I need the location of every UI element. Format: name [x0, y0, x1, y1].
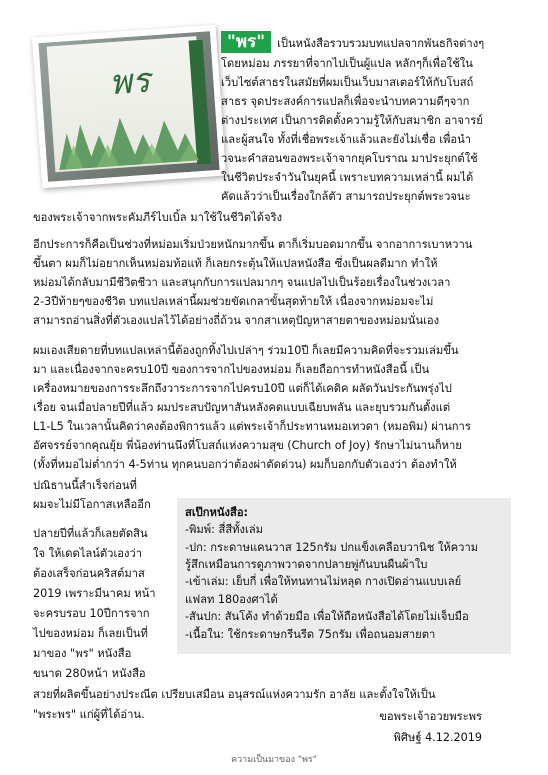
para4-line-7: มาของ "พร" หนังสือ — [33, 647, 132, 660]
signature-date: พิศิษฐ์ 4.12.2019 — [393, 731, 482, 744]
para4-line-10: "พระพร" แก่ผู้ที่ได้อ่าน. — [33, 708, 145, 721]
spec-spine: -สันปก: สันโค้ง ทำด้วยมือ เพื่อให้ถือหนังสือได้โดยไม่เจ็บมือ — [185, 610, 469, 624]
spec-binding-cont: แฟลท 180องศาได้ — [185, 592, 278, 606]
intro-line-3: เว็บไซต์สาธรในสมัยที่ผมเป็นเว็บมาสเตอร์ให้กับโบสถ์ — [221, 76, 474, 89]
para4-line-4: 2019 เพราะมีนาคม หน้า — [33, 587, 156, 600]
title-badge: "พร" — [221, 31, 271, 53]
intro-line-5: ต่างประเทศ เป็นการติดตั้งความรู้ให้กับสมาชิก อาจารย์ — [221, 114, 483, 127]
para4-line-5: จะครบรอบ 10ปีการจาก — [33, 607, 150, 620]
intro-line-10: ของพระเจ้าจากพระคัมภีร์ไบเบิ้ล มาใช้ในชีวิตได้จริง — [33, 211, 283, 224]
para3-line-8: ปณิธานนี้สำเร็จก่อนที่ — [33, 479, 137, 492]
intro-line-2: โดยหม่อม ภรรยาที่จากไปเป็นผู้แปล หลักๆก็เพื่อใช้ใน — [221, 57, 473, 70]
intro-line-4: สาธร จุดประสงค์การแปลก็เพื่อจะนำบทความดีๆจาก — [221, 95, 470, 108]
book-cover-image — [38, 31, 219, 182]
para2-line-3: หม่อมได้กลับมามีชีวิตชีวา และสนุกกับการแปลมากๆ จนแปลไปเป็นร้อยเรื่องในช่วงเวลา — [33, 276, 451, 289]
intro-line-8: ในชีวิตประจำวันในยุคนี้ เพราะบทความเหล่านี้ ผมได้ — [221, 171, 474, 184]
para3-line-1: ผมเองเสียดายที่บทแปลเหล่านี้ต้องถูกทิ้งไปเปล่าๆ ร่วม10ปี ก็เลยมีความคิดที่จะรวมเล่มขึ้น — [33, 344, 459, 357]
para3-line-6: อัศจรรย์จากคุณยุ้ย พี่น้องท่านนึงที่โบสถ์แห่งความสุข (Church of Joy) รักษาไม่นานก็หาย — [33, 439, 462, 452]
spec-cover: -ปก: กระดาษแคนวาส 125กรัม ปกแข็งเคลือบวานิช ให้ความ — [185, 540, 479, 554]
spec-cover-cont: รู้สึกเหมือนการดูภาพวาดจากปลายพู่กันบนผืนผ้าใบ — [185, 558, 428, 572]
para3-line-2: มา และเนื่องจากจะครบ10ปี ของการจากไปของหม่อม ก็เลยถือการทำหนังสือนี้ เป็น — [33, 363, 430, 376]
spec-print: -พิมพ์: สี่สีทั้งเล่ม — [185, 523, 264, 537]
intro-line-7: วจนะคำสอนของพระเจ้าจากยุคโบราณ มาประยุกต์ใช้ — [221, 152, 478, 165]
para2-line-4: 2-3ปีท้ายๆของชีวิต บทแปลเหล่านี้ผมช่วยขัดเกลาขั้นสุดท้ายให้ เนื่องจากหม่อมจะไม่ — [33, 295, 434, 308]
para2-line-2: ขึ้นตา ผมก็ไม่อยากเห็นหม่อมท้อแท้ ก็เลยกระตุ้นให้แปลหนังสือ ซึ่งเป็นผลดีมาก ทำให้ — [33, 257, 438, 270]
intro-line-1: "พร" เป็นหนังสือรวบรวมบทแปลจากพันธกิจต่างๆ — [221, 31, 484, 53]
page-footer: ความเป็นมาของ "พร" — [231, 755, 317, 765]
book-photo — [32, 25, 226, 188]
blessing-line: ขอพระเจ้าอวยพระพร — [379, 710, 482, 723]
para3-line-4: เรื่อย จนเมื่อปลายปีที่แล้ว ผมประสบปัญหาสันหลังคดแบบเฉียบพลัน และยุบรวมกันตั้งแต่ — [33, 401, 451, 414]
para2-line-1: อีกประการก็คือเป็นช่วงที่หม่อมเริ่มป่วยหนักมากขึ้น ตาก็เริ่มบอดมากขึ้น จากอาการเบาหวาน — [33, 238, 473, 251]
para3-line-9: ผมจะไม่มีโอกาสเหลืออีก — [33, 498, 151, 511]
para3-line-7: (ทั้งที่หมอไม่ต่ำกว่า 4-5ท่าน ทุกคนบอกว่าต้องผ่าตัดด่วน) ผมก็บอกกับตัวเองว่า ต้องทำให้ — [33, 458, 457, 471]
para4-line-3: ต้องเสร็จก่อนคริสต์มาส — [33, 567, 145, 580]
para3-line-3: เครื่องหมายของการระลึกถึงวาระการจากไปครบ10ปี แต่ก็ได้เคดิค ผลัดวันประกันพรุ่งไป — [33, 382, 452, 395]
para2-line-5: สามารถอ่านสิ่งที่ตัวเองแปลไว้ได้อย่างถี่ถ้วน จากสาเหตุปัญหาสายตาของหม่อมนั่นเอง — [33, 314, 440, 327]
spec-title: สเป๊กหนังสือ: — [185, 506, 249, 519]
para4-line-2: ใจ ให้เดดไลน์ตัวเองว่า — [33, 547, 143, 560]
para4-line-8: ขนาด 280หน้า หนังสือ — [33, 667, 146, 680]
intro-line-6: และผู้สนใจ ทั้งที่เชื่อพระเจ้าแล้วและยังไม่เชื่อ เพื่อนำ — [221, 133, 472, 146]
para4-line-6: ไปของหม่อม ก็เลยเป็นที่ — [33, 627, 148, 640]
book-spec-box — [177, 498, 511, 654]
intro-line-9: คัดแล้วว่าเป็นเรื่องใกล้ตัว สามารถประยุกต์พระวจนะ — [221, 190, 471, 203]
para4-line-9: สวยที่ผลิตขึ้นอย่างประณีต เปรียบเสมือน อนุสรณ์แห่งความรัก อาลัย และตั้งใจให้เป็น — [33, 688, 436, 701]
spec-binding: -เข้าเล่ม: เย็บกี่ เพื่อให้ทนทานไม่หลุด กางเปิดอ่านแบบเลย์ — [185, 575, 462, 589]
para4-line-1: ปลายปีที่แล้วก็เลยตัดสิน — [33, 527, 148, 540]
spec-paper: -เนื้อใน: ใช้กระดาษกรีนรีด 75กรัม เพื่อถนอมสายตา — [185, 627, 436, 641]
cover-logo-text: พร — [107, 60, 152, 104]
para3-line-5: L1-L5 ในเวลานั้นคิดว่าคงต้องพิการแล้ว แต่พระเจ้าก็ประทานหมอเทวดา (หมอพิม) ผ่านการ — [33, 420, 471, 433]
